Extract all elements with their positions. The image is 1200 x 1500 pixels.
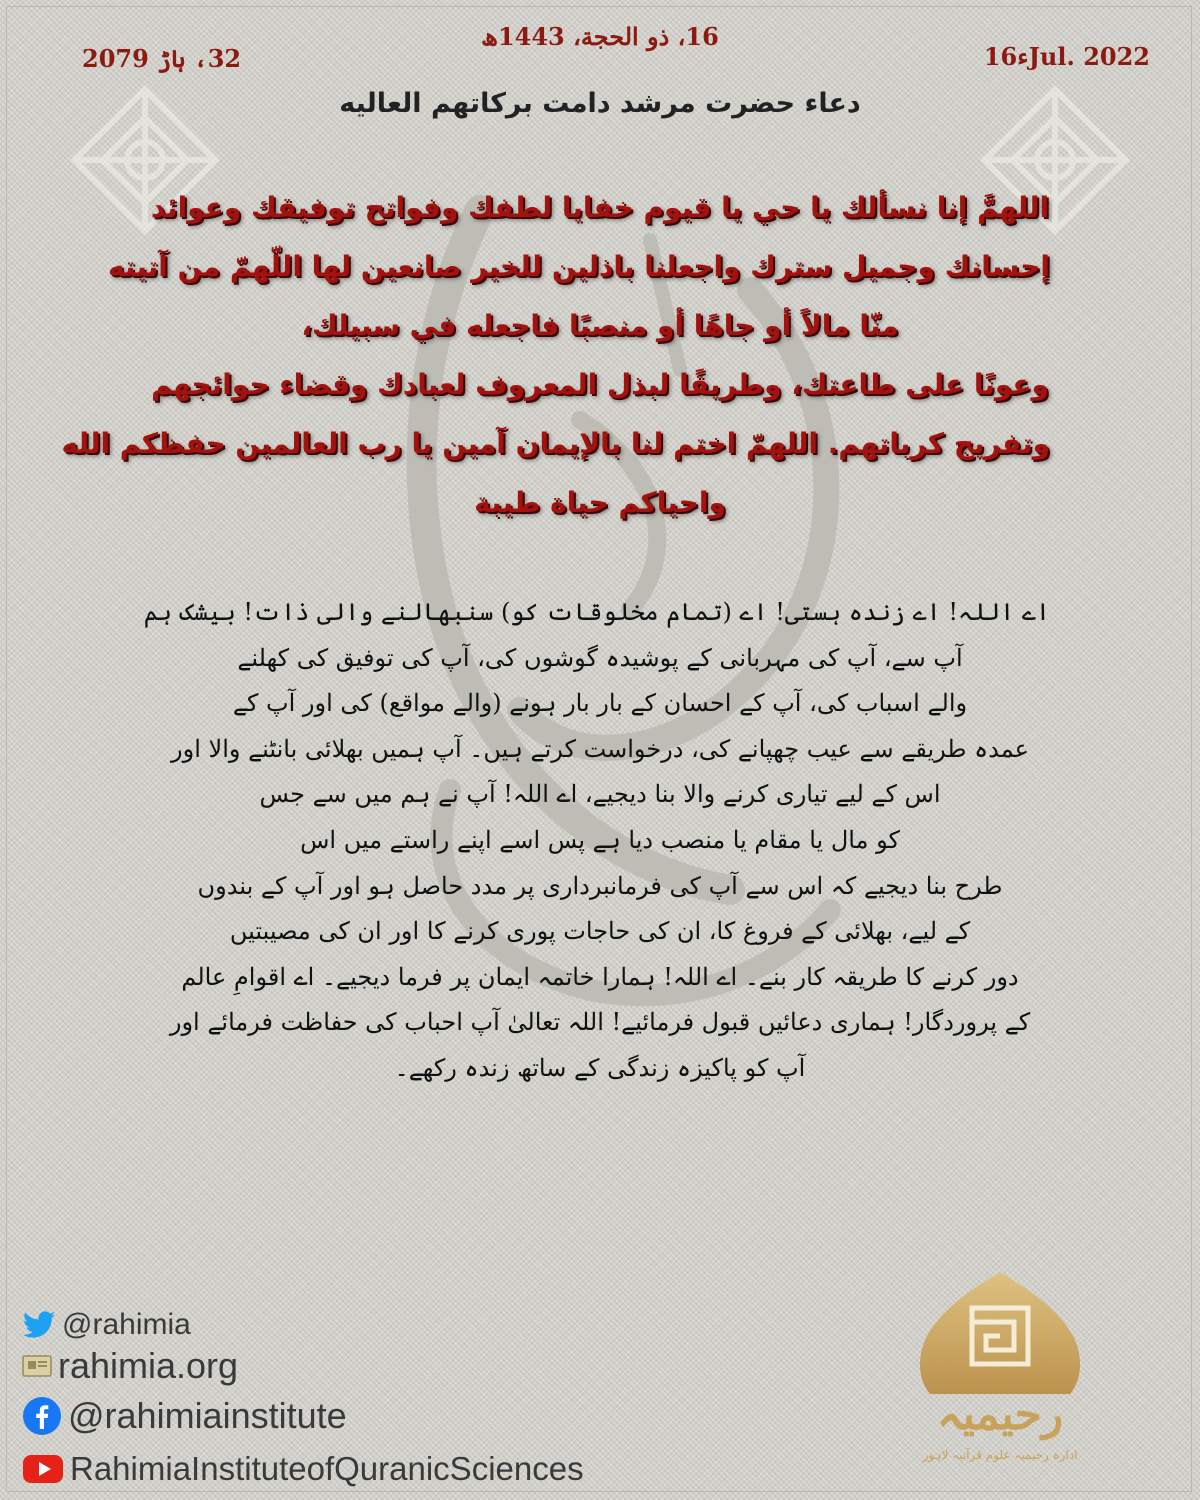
urdu-translation-line: کو مال یا مقام یا منصب دیا ہے پس اسے اپنے راستے میں اس	[300, 825, 900, 854]
arabic-dua-line: واحياكم حياة طيبة	[474, 486, 726, 519]
logo-name: رحیمیہ	[936, 1389, 1064, 1440]
logo-subtitle: ادارہ رحیمیہ علوم قرآنیہ لاہور	[922, 1448, 1078, 1462]
urdu-translation-line: طرح بنا دیجیے کہ اس سے آپ کی فرمانبرداری پر مدد حاصل ہو اور آپ کے بندوں	[197, 871, 1003, 900]
urdu-translation-line: آپ سے، آپ کی مہربانی کے پوشیدہ گوشوں کی، آپ کی توفیق کی کھلنے	[237, 643, 963, 672]
date-gregorian: ء16Jul. 2022	[983, 42, 1150, 71]
facebook-handle[interactable]: @rahimiainstitute	[68, 1395, 347, 1436]
urdu-translation-line: عمدہ طریقے سے عیب چھپانے کی، درخواست کرتے ہیں۔ آپ ہمیں بھلائی بانٹنے والا اور	[171, 734, 1029, 763]
logo-caption	[900, 1390, 1100, 1464]
social-twitter[interactable]	[22, 1308, 191, 1342]
twitter-icon	[22, 1311, 56, 1339]
arabic-dua	[61, 178, 1050, 532]
arabic-dua-line: منّا مالاً أو جاهًا أو منصبًا فاجعله في سبيلك،	[301, 309, 899, 342]
arabic-dua-line: إحسانك وجميل سترك واجعلنا باذلين للخير صانعين لها اللّهمّ من آتيته	[107, 250, 1050, 283]
urdu-translation-line: والے اسباب کی، آپ کے احسان کے بار بار ہونے (والے مواقع) کی اور آپ کے	[232, 689, 968, 718]
social-facebook[interactable]	[22, 1395, 347, 1437]
dua-heading: دعاء حضرت مرشد دامت برکاتهم العاليه	[339, 88, 861, 119]
urdu-translation-line: دور کرنے کا طریقہ کار بنے۔ اے اللہ! ہمارا خاتمہ ایمان پر فرما دیجیے۔ اے اقوامِ عالم	[181, 962, 1019, 991]
urdu-translation-line: اس کے لیے تیاری کرنے والا بنا دیجیے، اے اللہ! آپ نے ہم میں سے جس	[259, 780, 941, 809]
urdu-translation	[143, 590, 1050, 1092]
date-local: 32، ہاڑ 2079	[82, 44, 242, 73]
youtube-channel[interactable]: RahimiaInstituteofQuranicSciences	[70, 1450, 584, 1487]
website-link[interactable]: rahimia.org	[58, 1345, 239, 1386]
date-hijri: 16، ذو الحجة، 1443ھ	[481, 22, 719, 51]
arabic-dua-line: وعونًا على طاعتك، وطريقًا لبذل المعروف لعبادك وقضاء حوائجهم	[151, 368, 1049, 401]
urdu-translation-line: اے اللہ! اے زندہ ہستی! اے (تمام مخلوقات کو) سنبھالنے والی ذات! بیشک ہم	[143, 598, 1050, 626]
twitter-handle[interactable]: @rahimia	[62, 1308, 191, 1341]
urdu-translation-line: آپ کو پاکیزہ زندگی کے ساتھ زندہ رکھے۔	[394, 1053, 806, 1082]
urdu-translation-line: کے لیے، بھلائی کے فروغ کا، ان کی حاجات پوری کرنے کا اور ان کی مصیبتیں	[229, 917, 971, 946]
website-icon	[22, 1353, 52, 1379]
arabic-dua-line: وتفريج كرباتهم. اللهمّ اختم لنا بالإيمان آمين يا رب العالمين حفظكم الله	[61, 427, 1050, 460]
urdu-translation-line: کے پروردگار! ہماری دعائیں قبول فرمائیے! اللہ تعالیٰ آپ احباب کی حفاظت فرمائے اور	[169, 1008, 1031, 1037]
youtube-icon	[22, 1454, 64, 1484]
social-youtube[interactable]	[22, 1450, 584, 1488]
social-website[interactable]	[22, 1345, 238, 1387]
facebook-icon	[22, 1396, 62, 1436]
arabic-dua-line: اللهمَّ إنا نسألك يا حي يا قيوم خفايا لطفك وفواتح توفيقك وعوائد	[150, 191, 1050, 224]
